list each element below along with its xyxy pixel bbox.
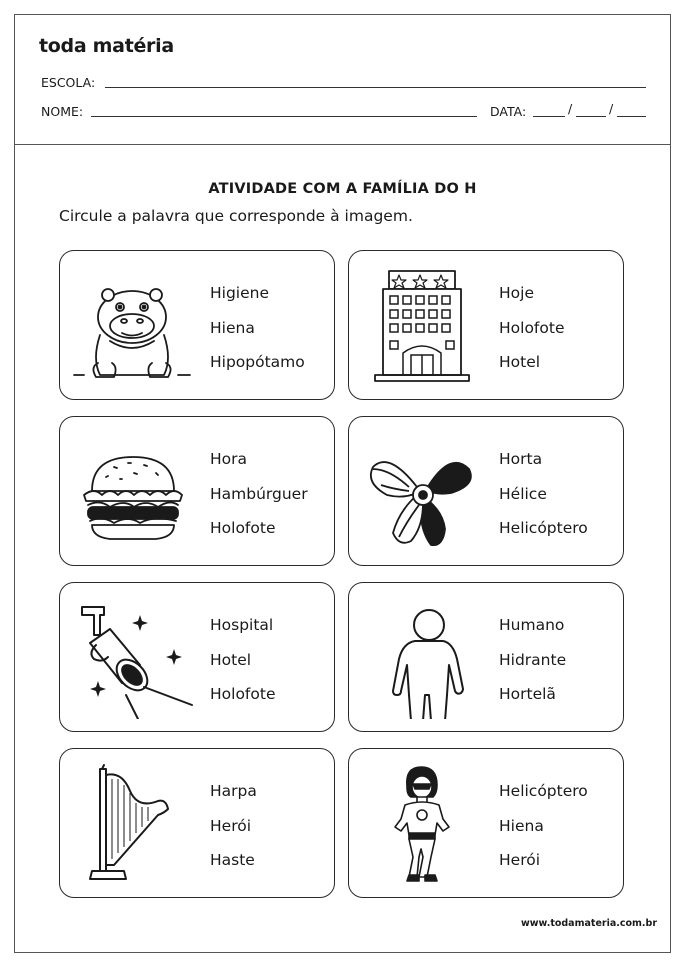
option-word[interactable]: Holofote — [499, 318, 565, 337]
spotlight-icon — [70, 595, 196, 719]
human-icon — [359, 595, 485, 719]
date-label: DATA: — [490, 104, 527, 119]
card-hotel — [348, 250, 624, 400]
option-word[interactable]: Helicóptero — [499, 519, 588, 537]
option-list — [499, 449, 588, 553]
card-hero — [348, 748, 624, 898]
card-harp — [59, 748, 335, 898]
card-hippo — [59, 250, 335, 400]
option-list — [210, 781, 257, 885]
instruction-text: Circule a palavra que corresponde à imagem. — [59, 207, 413, 225]
date-separator: / — [609, 101, 614, 116]
option-word[interactable]: Higiene — [210, 284, 270, 302]
date-separator: / — [568, 101, 573, 116]
option-word[interactable]: Hortelã — [499, 685, 556, 703]
option-word[interactable]: Hipopótamo — [210, 353, 305, 371]
hippo-icon — [70, 263, 196, 387]
option-word[interactable]: Hora — [210, 450, 248, 468]
hotel-icon — [359, 263, 485, 387]
card-propeller — [348, 416, 624, 566]
option-word[interactable]: Hotel — [210, 650, 252, 669]
footer-url[interactable]: www.todamateria.com.br — [520, 918, 657, 929]
option-list — [499, 283, 564, 387]
school-field[interactable] — [105, 87, 646, 88]
option-word[interactable]: Harpa — [210, 782, 257, 800]
option-list — [210, 449, 308, 553]
option-word[interactable]: Hélice — [499, 484, 547, 503]
date-day-field[interactable] — [533, 116, 565, 117]
date-year-field[interactable] — [617, 116, 646, 117]
name-label: NOME: — [41, 104, 84, 119]
option-word[interactable]: Holofote — [210, 685, 276, 703]
name-field[interactable] — [91, 116, 477, 117]
option-list — [499, 781, 588, 885]
option-word[interactable]: Hospital — [210, 616, 274, 634]
card-spotlight — [59, 582, 335, 732]
option-word[interactable]: Haste — [210, 851, 255, 869]
option-word[interactable]: Herói — [210, 816, 252, 835]
option-word[interactable]: Hoje — [499, 284, 534, 302]
brand-logo: toda matéria — [39, 35, 174, 57]
card-human — [348, 582, 624, 732]
option-word[interactable]: Holofote — [210, 519, 276, 537]
option-list — [210, 615, 275, 719]
option-word[interactable]: Hiena — [210, 318, 255, 337]
school-label: ESCOLA: — [41, 75, 96, 90]
option-word[interactable]: Herói — [499, 851, 541, 869]
option-list — [499, 615, 566, 719]
option-word[interactable]: Humano — [499, 616, 565, 634]
option-word[interactable]: Hidrante — [499, 650, 567, 669]
option-word[interactable]: Hambúrguer — [210, 484, 308, 503]
activity-title: ATIVIDADE COM A FAMÍLIA DO H — [208, 181, 477, 197]
option-list — [210, 283, 305, 387]
option-word[interactable]: Helicóptero — [499, 782, 588, 800]
option-word[interactable]: Hiena — [499, 816, 544, 835]
header-divider — [15, 144, 670, 145]
option-word[interactable]: Hotel — [499, 353, 541, 371]
hamburger-icon — [70, 429, 196, 553]
propeller-icon — [359, 429, 485, 553]
date-month-field[interactable] — [576, 116, 606, 117]
option-word[interactable]: Horta — [499, 450, 543, 468]
card-hamburger — [59, 416, 335, 566]
hero-icon — [359, 761, 485, 885]
harp-icon — [70, 761, 196, 885]
